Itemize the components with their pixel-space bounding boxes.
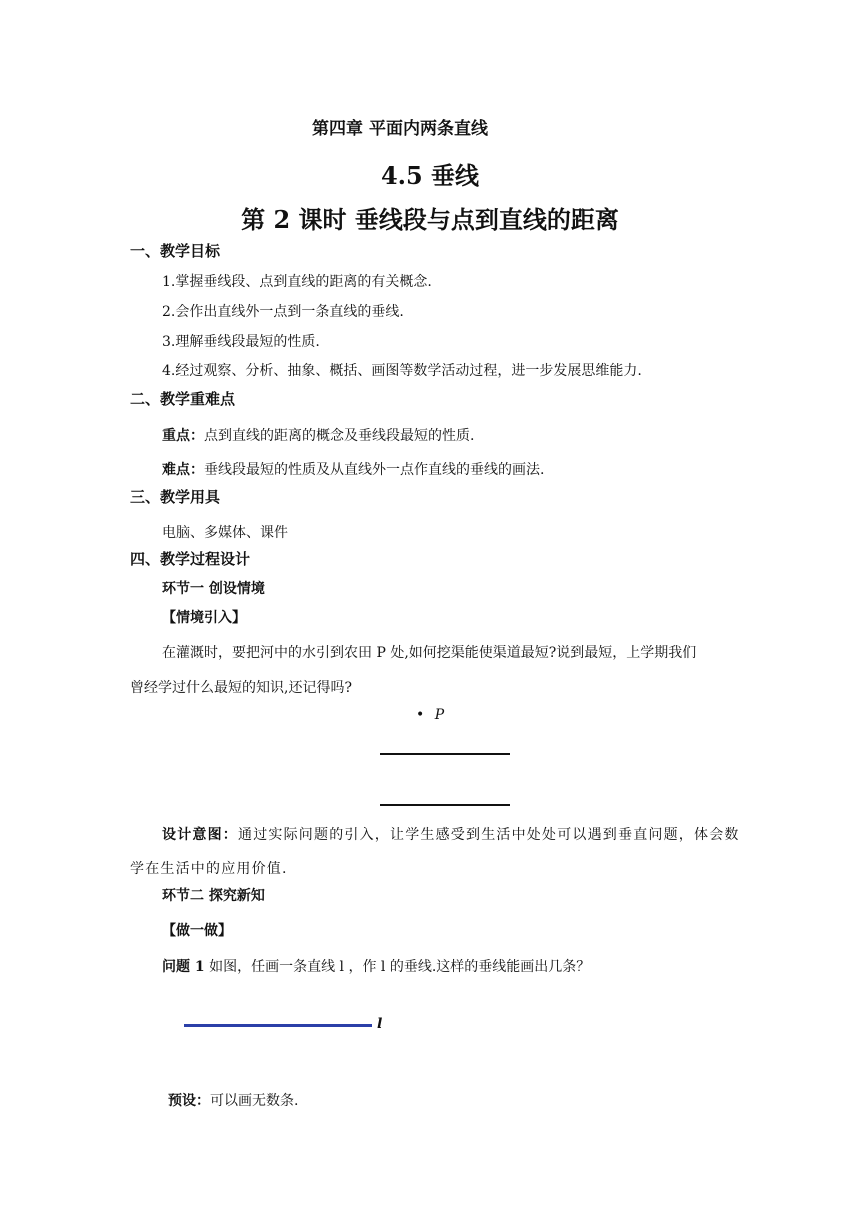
step1-subtitle: 【情境引入】 [162, 610, 246, 626]
goal-item: 2.会作出直线外一点到一条直线的垂线. [162, 304, 404, 320]
focus-text: 点到直线的距离的概念及垂线段最短的性质. [204, 428, 475, 444]
line-l-label: l [377, 1016, 383, 1032]
design-intent-line1 [162, 824, 740, 844]
step1-paragraph-line2: 曾经学过什么最短的知识,还记得吗? [130, 680, 352, 696]
section-title: 4.5 垂线 [380, 161, 480, 190]
goal-item: 1.掌握垂线段、点到直线的距离的有关概念. [162, 274, 432, 290]
step2-title: 环节二 探究新知 [162, 888, 265, 904]
design-intent-line2: 学在生活中的应用价值. [130, 861, 288, 877]
step2-subtitle: 【做一做】 [162, 923, 232, 939]
problem-1 [162, 956, 590, 976]
preset-text: 可以画无数条. [210, 1093, 299, 1109]
preset-label: 预设： [168, 1093, 210, 1109]
chapter-title: 第四章 平面内两条直线 [312, 119, 488, 139]
problem-text: 如图，任画一条直线 l ，作 l 的垂线.这样的垂线能画出几条？ [209, 959, 591, 975]
tools-text: 电脑、多媒体、课件 [162, 525, 288, 541]
figure-line-upper [380, 753, 510, 755]
process-heading: 四、教学过程设计 [130, 550, 251, 568]
keypoints-heading: 二、教学重难点 [130, 390, 236, 408]
difficulty-text: 垂线段最短的性质及从直线外一点作直线的垂线的画法. [204, 462, 545, 478]
difficulty-label: 难点： [162, 462, 204, 478]
focus-label: 重点： [162, 428, 204, 444]
focus-paragraph [162, 425, 474, 445]
figure-line-lower [380, 804, 510, 806]
problem-label: 问题 1 [162, 959, 205, 975]
difficulty-paragraph [162, 459, 544, 479]
design-intent-label: 设计意图： [162, 827, 238, 843]
lesson-title: 第 2 课时 垂线段与点到直线的距离 [241, 205, 619, 234]
goal-item: 4.经过观察、分析、抽象、概括、画图等数学活动过程，进一步发展思维能力. [162, 363, 642, 379]
point-p [416, 707, 444, 723]
tools-heading: 三、教学用具 [130, 488, 221, 506]
point-p-label: P [434, 707, 445, 723]
preset-paragraph [168, 1090, 298, 1110]
goal-item: 3.理解垂线段最短的性质. [162, 334, 320, 350]
step1-paragraph-line1: 在灌溉时，要把河中的水引到农田 P 处,如何挖渠能使渠道最短?说到最短，上学期我们 [162, 645, 697, 661]
design-intent-text: 通过实际问题的引入，让学生感受到生活中处处可以遇到垂直问题，体会数 [238, 827, 740, 843]
point-dot-icon: • [416, 707, 425, 723]
step1-title: 环节一 创设情境 [162, 581, 265, 597]
figure-line-l [184, 1024, 372, 1027]
goals-heading: 一、教学目标 [130, 242, 221, 260]
